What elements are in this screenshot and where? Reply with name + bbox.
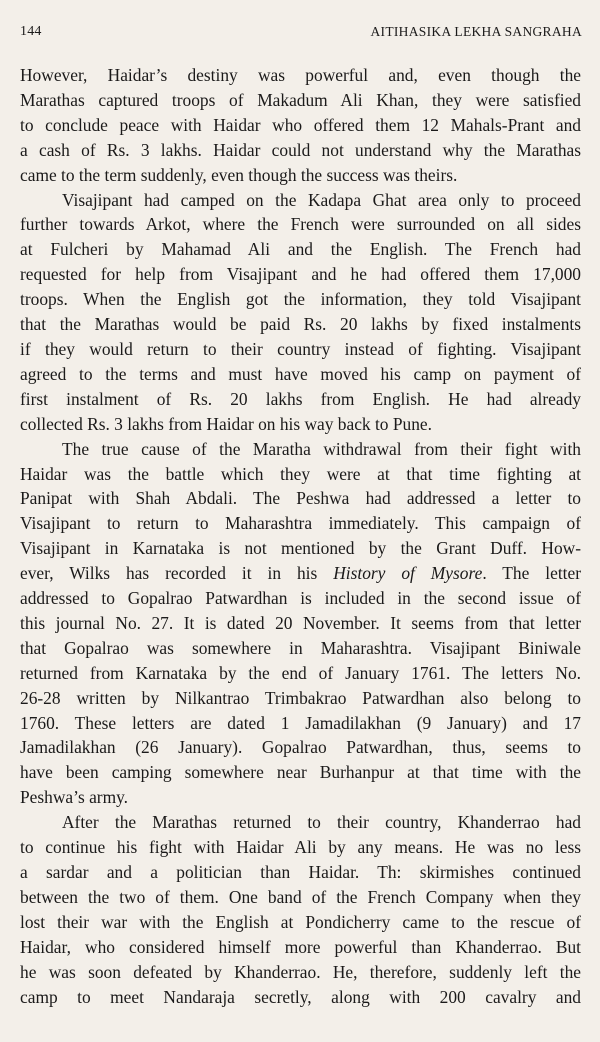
text-line: first instalment of Rs. 20 lakhs from English. He had already — [20, 388, 581, 409]
text-line: agreed to the terms and must have moved his camp on payment of — [20, 363, 581, 384]
text-line: a cash of Rs. 3 lakhs. Haidar could not understand why the Marathas — [20, 139, 581, 160]
text-line: After the Marathas returned to their country, Khanderrao had — [62, 812, 581, 833]
book-title-italic: History of Mysore — [333, 563, 483, 584]
text-line: Peshwa’s army. — [20, 787, 129, 808]
text-line: The true cause of the Maratha withdrawal from their fight with — [62, 438, 581, 459]
text-line: to continue his fight with Haidar Ali by any means. He was no less — [20, 837, 581, 858]
text-line-with-italic-title — [20, 561, 581, 586]
text-line: to conclude peace with Haidar who offered them 12 Mahals-Prant and — [20, 114, 581, 135]
text-line: However, Haidar’s destiny was powerful and, even though the — [20, 65, 581, 85]
text-line: if they would return to their country instead of fighting. Visajipant — [20, 338, 581, 359]
text-span: . The letter — [482, 563, 581, 584]
text-line: a sardar and a politician than Haidar. Th: skirmishes continued — [20, 862, 581, 882]
text-line: camp to meet Nandaraja secretly, along with 200 cavalry and — [20, 986, 581, 1007]
text-line: collected Rs. 3 lakhs from Haidar on his way back to Pune. — [20, 413, 432, 434]
text-line: Visajipant had camped on the Kadapa Ghat area only to proceed — [62, 189, 581, 210]
text-line: Visajipant to return to Maharashtra immediately. This campaign of — [20, 513, 581, 534]
text-line: this journal No. 27. It is dated 20 November. It seems from that letter — [20, 612, 581, 633]
text-line: Panipat with Shah Abdali. The Peshwa had addressed a letter to — [20, 488, 581, 509]
paragraph — [20, 63, 581, 188]
text-line: Visajipant in Karnataka is not mentioned by the Grant Duff. How- — [20, 538, 581, 559]
text-line: that Gopalrao was somewhere in Maharashtra. Visajipant Biniwale — [20, 637, 581, 658]
text-span: ever, Wilks has recorded it in his — [20, 563, 334, 584]
body-text — [20, 63, 581, 1009]
running-header — [20, 24, 582, 44]
text-line: that the Marathas would be paid Rs. 20 lakhs by fixed instalments — [20, 314, 581, 335]
text-line: Haidar, who considered himself more powerful than Khanderrao. But — [20, 936, 581, 957]
text-line: he was soon defeated by Khanderrao. He, therefore, suddenly left the — [20, 961, 581, 982]
text-line: Jamadilakhan (26 January). Gopalrao Patwardhan, thus, seems to — [20, 737, 581, 758]
text-line: troops. When the English got the information, they told Visajipant — [20, 289, 581, 310]
text-line: between the two of them. One band of the French Company when they — [20, 886, 581, 907]
text-line: Haidar was the battle which they were at that time fighting at — [20, 463, 581, 484]
text-line: have been camping somewhere near Burhanpur at that time with the — [20, 762, 581, 783]
paragraph — [20, 188, 581, 437]
paragraph — [20, 437, 581, 811]
text-line: at Fulcheri by Mahamad Ali and the English. The French had — [20, 239, 581, 260]
book-title: AITIHASIKA LEKHA SANGRAHA — [370, 24, 582, 39]
paragraph — [20, 810, 581, 1009]
text-line: further towards Arkot, where the French were surrounded on all sides — [20, 214, 581, 235]
text-line: lost their war with the English at Pondicherry came to the rescue of — [20, 911, 581, 932]
text-line: Marathas captured troops of Makadum Ali Khan, they were satisfied — [20, 89, 581, 110]
page-number: 144 — [20, 24, 42, 39]
text-line: came to the term suddenly, even though the success was theirs. — [20, 164, 458, 185]
text-line: returned from Karnataka by the end of January 1761. The letters No. — [20, 662, 581, 683]
text-line: 1760. These letters are dated 1 Jamadilakhan (9 January) and 17 — [20, 712, 581, 733]
text-line: addressed to Gopalrao Patwardhan is included in the second issue of — [20, 588, 581, 609]
text-line: 26-28 written by Nilkantrao Trimbakrao Patwardhan also belong to — [20, 687, 581, 708]
text-line: requested for help from Visajipant and he had offered them 17,000 — [20, 264, 581, 285]
